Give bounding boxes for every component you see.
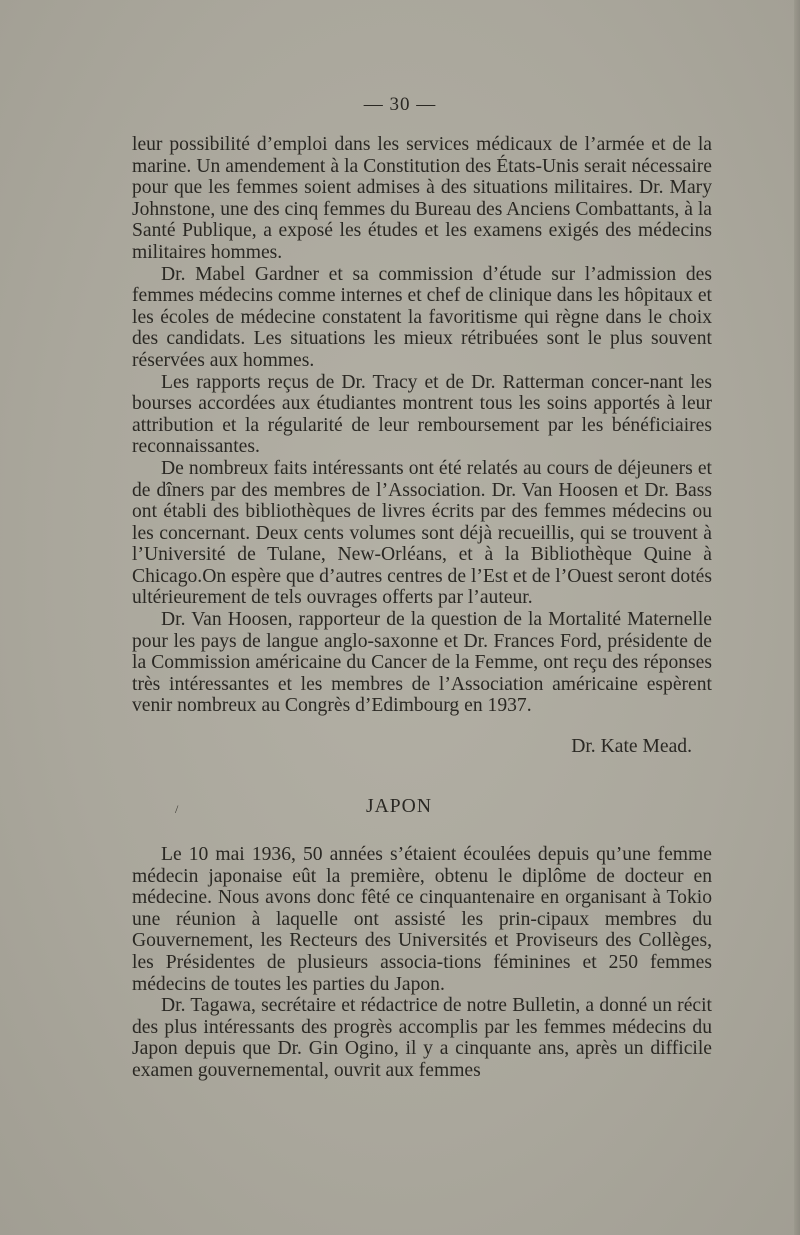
page-edge [794, 0, 800, 1235]
paragraph: Dr. Tagawa, secrétaire et rédactrice de notre Bulletin, a donné un récit des plus intéressants des progrès accomplis par les femmes médecins du Japon depuis que Dr. Gin Ogino, il y a cinquante ans, après un difficile examen gouvernemental, ouvrit aux femmes [132, 995, 712, 1081]
text-block-1 [132, 134, 712, 717]
paragraph: Les rapports reçus de Dr. Tracy et de Dr. Ratterman concer-nant les bourses accordées aux étudiantes montrent tous les soins apportés à leur attribution et la régularité de leur remboursement par les bénéficiaires reconnaissantes. [132, 371, 712, 458]
paragraph: Dr. Mabel Gardner et sa commission d’étude sur l’admission des femmes médecins comme internes et chef de clinique dans les hôpitaux et les écoles de médecine constatent la favoritisme qui règne dans le choix des candidats. Les situations les mieux rétribuées sont le plus souvent réservées aux hommes. [132, 263, 712, 371]
paragraph: Dr. Van Hoosen, rapporteur de la question de la Mortalité Maternelle pour les pays de langue anglo-saxonne et Dr. Frances Ford, présidente de la Commission américaine du Cancer de la Femme, ont reçu des réponses très intéressantes et les membres de l’Association américaine espèrent venir nombreux au Congrès d’Edimbourg en 1937. [132, 609, 712, 717]
text-block-2 [132, 844, 712, 1082]
section-title: JAPON [366, 796, 432, 817]
paragraph: Le 10 mai 1936, 50 années s’étaient écoulées depuis qu’une femme médecin japonaise eût la première, obtenu le diplôme de docteur en médecine. Nous avons donc fêté ce cinquantenaire en organisant à Tokio une réunion à laquelle ont assisté les prin-cipaux membres du Gouvernement, les Recteurs des Universités et Proviseurs des Collèges, les Présidentes de plusieurs associa-tions féminines et 250 femmes médecins de toutes les parties du Japon. [132, 844, 712, 995]
page-number: — 30 — [363, 94, 437, 115]
stray-mark: / [175, 802, 179, 816]
paragraph: leur possibilité d’emploi dans les services médicaux de l’armée et de la marine. Un amendement à la Constitution des États-Unis serait nécessaire pour que les femmes soient admises à des situations militaires. Dr. Mary Johnstone, une des cinq femmes du Bureau des Anciens Combattants, à la Santé Publique, a exposé les études et les examens exigés des médecins militaires hommes. [132, 134, 712, 263]
paragraph: De nombreux faits intéressants ont été relatés au cours de déjeuners et de dîners par des membres de l’Association. Dr. Van Hoosen et Dr. Bass ont établi des bibliothèques de livres écrits par des femmes médecins ou les concernant. Deux cents volumes sont déjà recueillis, qui se trouvent à l’Université de Tulane, New-Orléans, et à la Bibliothèque Quine à Chicago.On espère que d’autres centres de l’Est et de l’Ouest seront dotés ultérieurement de tels ouvrages offerts par l’auteur. [132, 457, 712, 609]
signature: Dr. Kate Mead. [571, 736, 692, 757]
